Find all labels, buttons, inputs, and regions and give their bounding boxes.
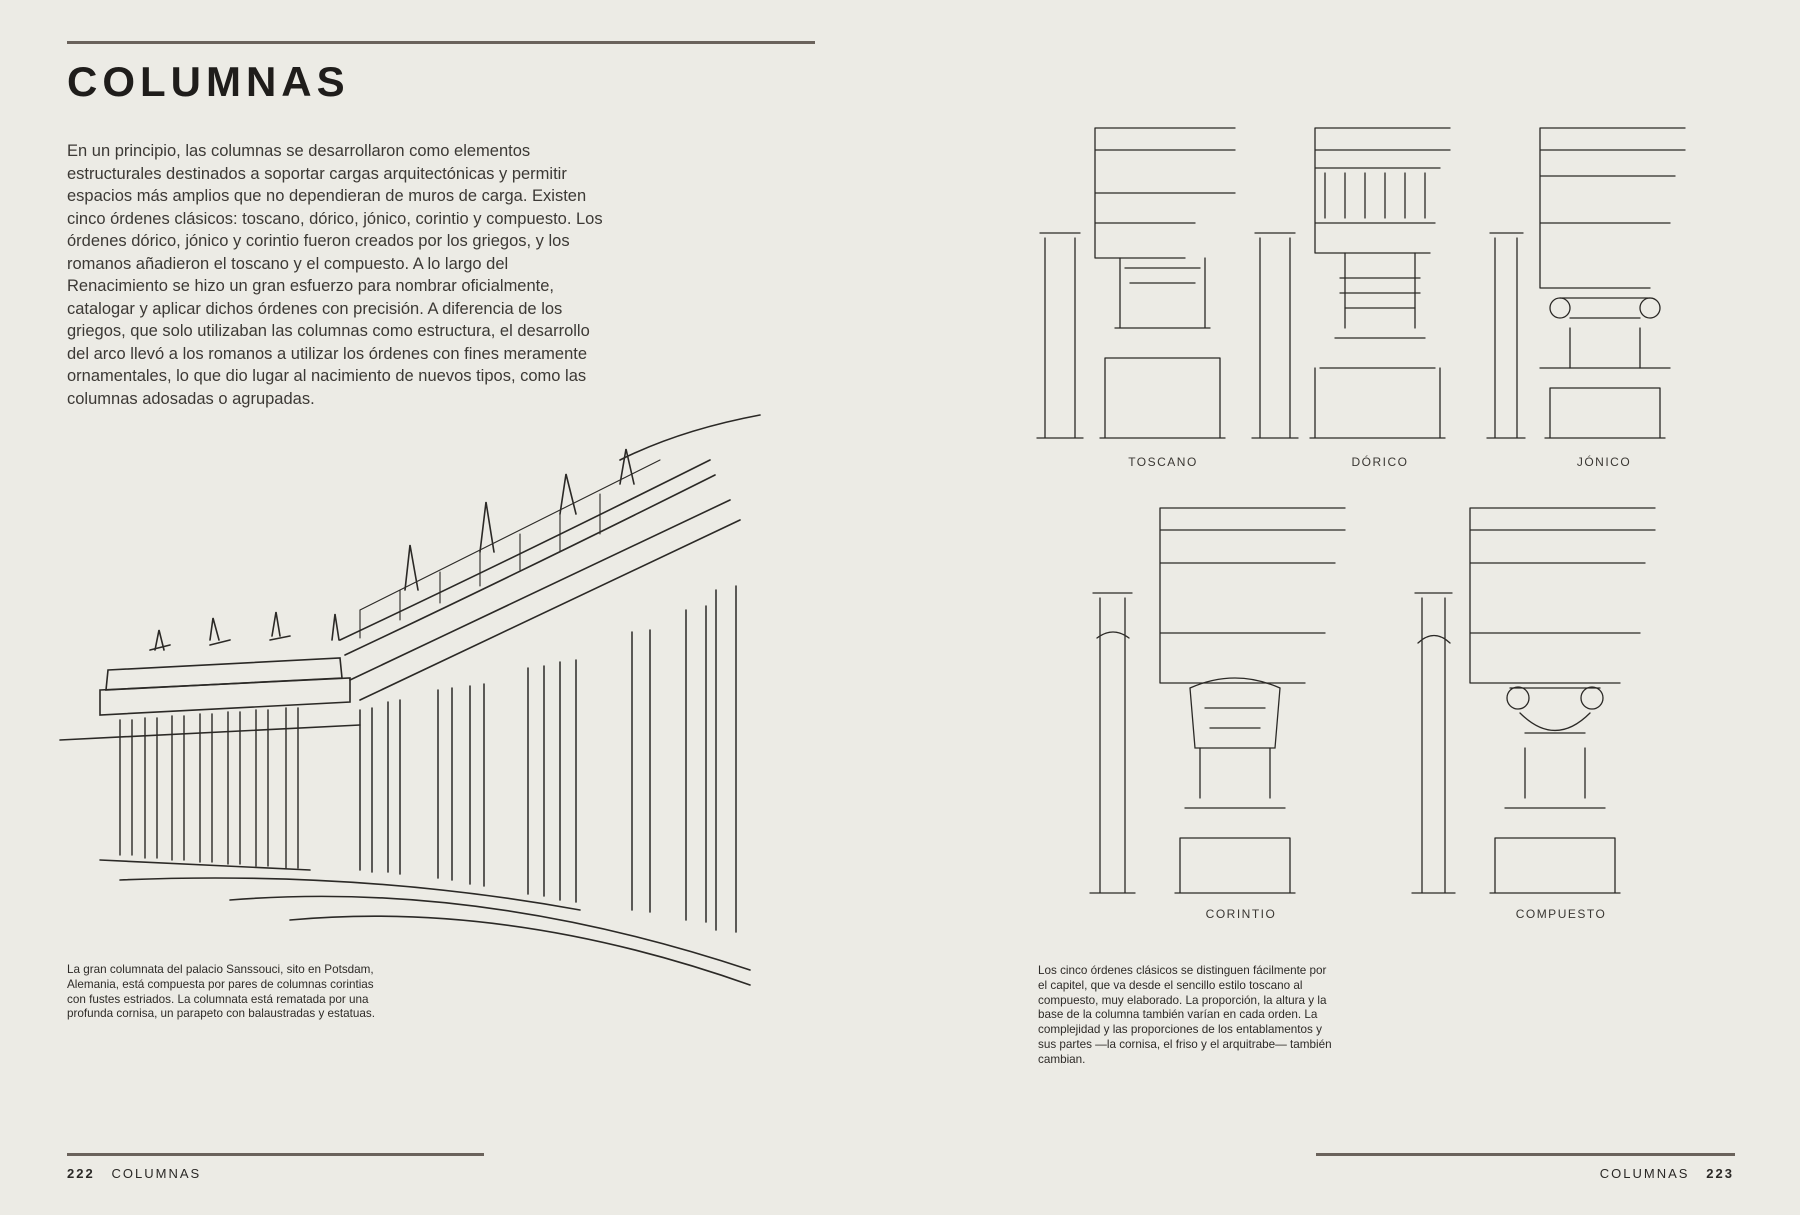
page-number-left: 222: [67, 1166, 95, 1181]
bottom-rule-left: [67, 1153, 484, 1156]
top-rule: [67, 41, 815, 44]
order-label-corintio: CORINTIO: [1205, 907, 1277, 921]
toscano-order-drawing: [1035, 128, 1215, 448]
bottom-rule-right: [1316, 1153, 1735, 1156]
colonnade-caption: La gran columnata del palacio Sanssouci, sito en Potsdam, Alemania, está compuesta por pares de columnas corintias con fustes estriados. La columnata está rematada por una profunda cornisa, un parapeto con balaustradas y estatuas.: [67, 963, 375, 1021]
dorico-order-drawing: [1250, 128, 1440, 448]
running-title-right: COLUMNAS: [1599, 1166, 1690, 1181]
folio-right: [1600, 1166, 1734, 1181]
order-label-dorico: DÓRICO: [1351, 455, 1409, 469]
order-label-toscano: TOSCANO: [1128, 455, 1198, 469]
page-number-right: 223: [1706, 1166, 1734, 1181]
running-title-left: COLUMNAS: [111, 1166, 202, 1181]
colonnade-sketch: [60, 440, 820, 960]
corintio-order-drawing: [1085, 508, 1285, 898]
compuesto-order-drawing: [1410, 508, 1660, 898]
orders-caption: Los cinco órdenes clásicos se distinguen fácilmente por el capitel, que va desde el sencillo estilo toscano al compuesto, muy elaborado. La proporción, la altura y la base de la columna también varían en cada orden. La complejidad y las proporciones de los entablamentos y sus partes —la cornisa, el friso y el arquitrabe— también cambian.: [1038, 964, 1332, 1066]
folio-left: [67, 1166, 201, 1181]
page-title: COLUMNAS: [67, 58, 350, 105]
order-label-jonico: JÓNICO: [1576, 455, 1632, 469]
jonico-order-drawing: [1485, 128, 1675, 448]
intro-paragraph: En un principio, las columnas se desarrollaron como elementos estructurales destinados a soportar cargas arquitectónicas y permitir espacios más amplios que no dependieran de muros de carga. Existen cinco órdenes clásicos: toscano, dórico, jónico, corintio y compuesto. Los órdenes dórico, jónico y corintio fueron creados por los griegos, y los romanos añadieron el toscano y el compuesto. A lo largo del Renacimiento se hizo un gran esfuerzo para nombrar oficialmente, catalogar y aplicar dichos órdenes con precisión. A diferencia de los griegos, que solo utilizaban las columnas como estructura, el desarrollo del arco llevó a los romanos a utilizar los órdenes con fines meramente ornamentales, lo que dio lugar al nacimiento de nuevos tipos, como las columnas adosadas o agrupadas.: [67, 142, 603, 408]
order-label-compuesto: COMPUESTO: [1515, 907, 1607, 921]
